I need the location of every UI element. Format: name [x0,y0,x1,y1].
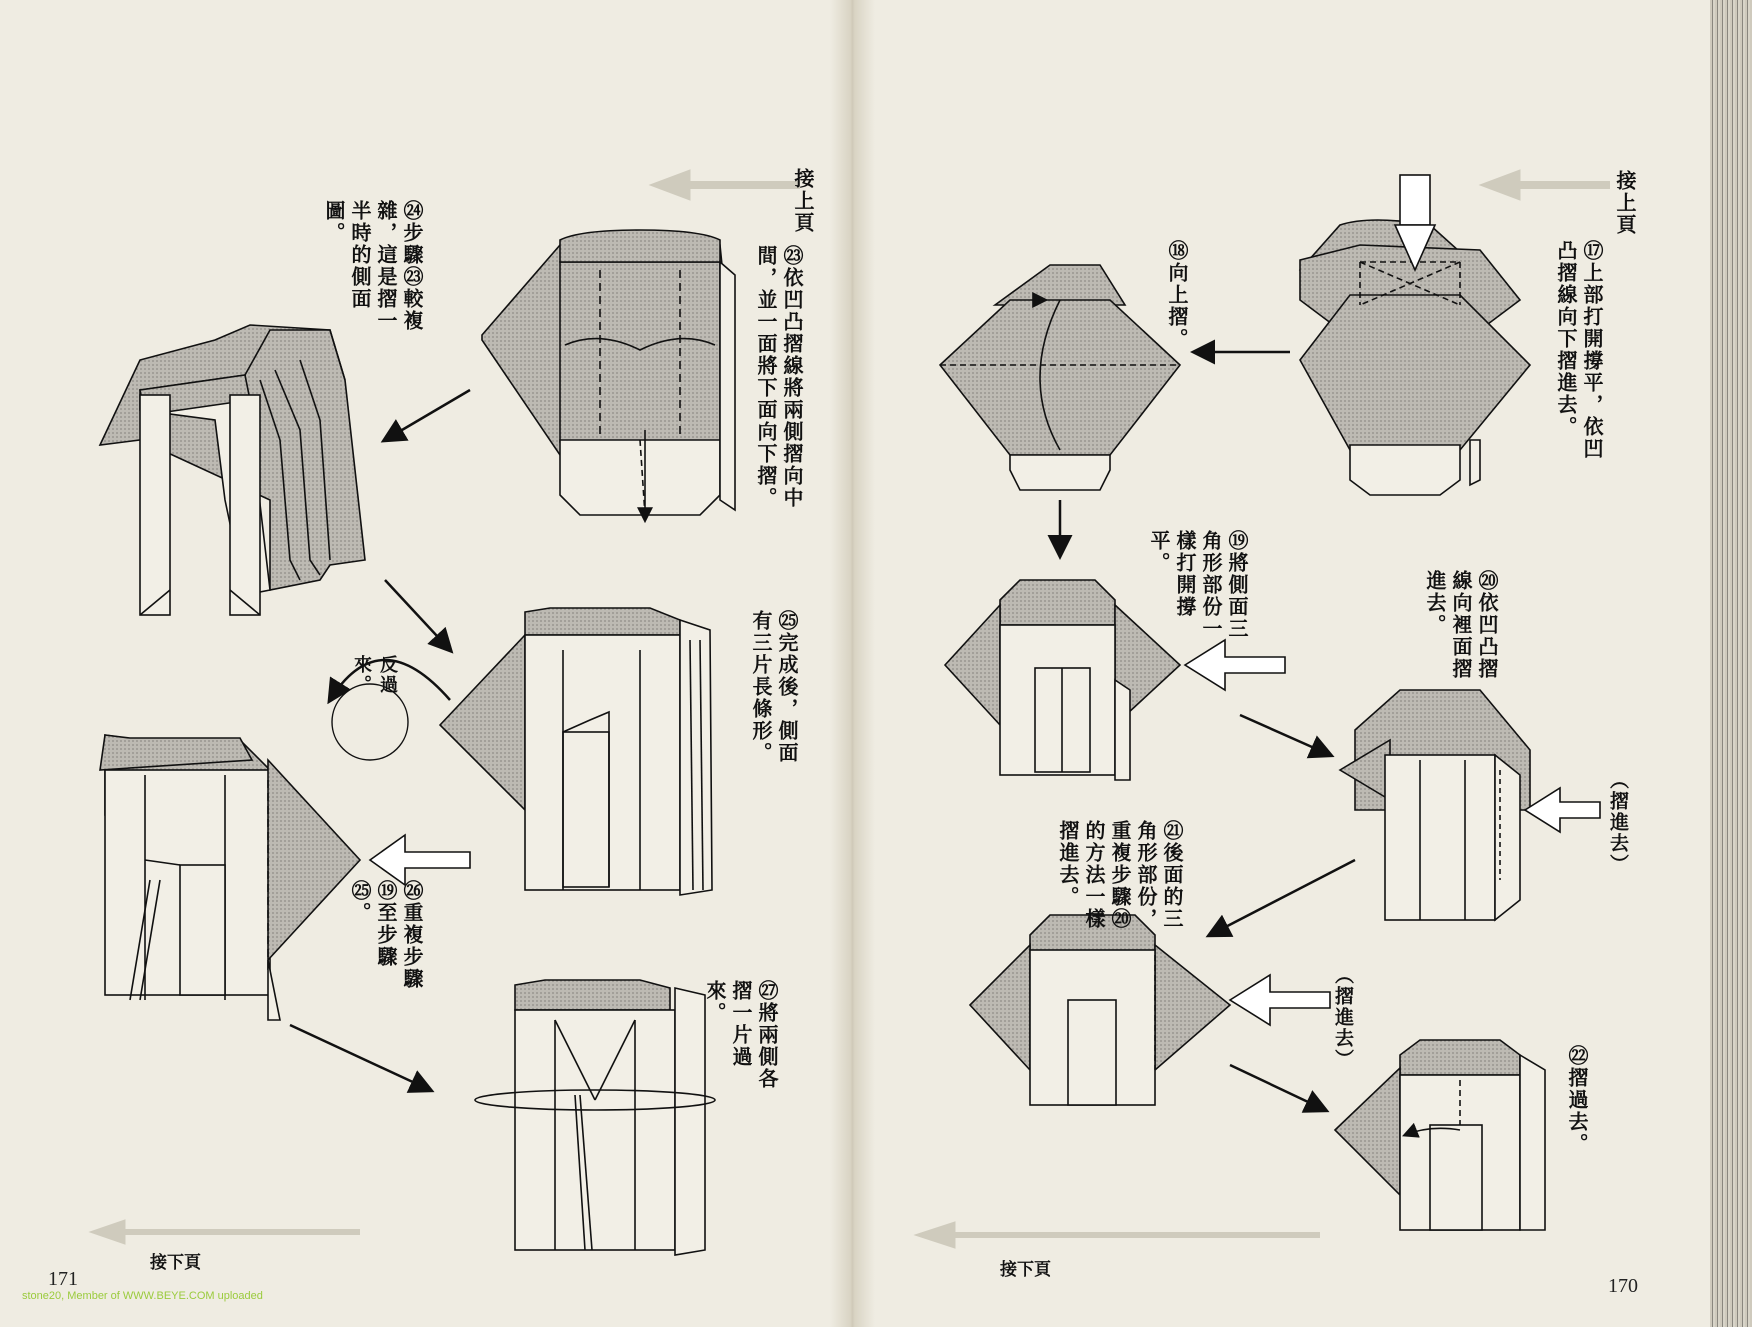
step-25-text: ㉕完成後，側面有三片長條形。 [749,610,799,764]
turn-over-text: 反過來。 [351,655,398,695]
step-17-diagram [1300,175,1530,495]
step-17-text: ⑰上部打開撐平，依凹凸摺線向下摺進去。 [1554,240,1604,460]
left-cont-prev: 接上頁 [791,168,815,234]
step-24-text: ㉔步驟㉓較複雜，這是摺一半時的側面圖。 [322,200,424,332]
step-27-text: ㉗將兩側各摺一片過來。 [703,980,779,1090]
step-20-diagram [1340,690,1530,920]
step-26-text: ㉖重複步驟⑲至步驟㉕。 [348,880,424,990]
step-18-diagram [940,265,1180,490]
step-23-diagram [482,230,735,520]
right-page-number: 170 [1608,1275,1638,1297]
right-cont-next: 接下頁 [1000,1260,1051,1280]
step-24-diagram [100,325,365,615]
step-21-text: ㉑後面的三角形部份，重複步驟⑳的方法一樣摺進去。 [1056,820,1184,930]
step-20-text: ⑳依凹凸摺線向裡面摺進去。 [1423,570,1499,680]
fold-in-label-2: （摺進去） [1332,965,1354,1070]
left-cont-next: 接下頁 [150,1253,201,1273]
step-22-diagram [1335,1040,1545,1230]
faint-arrow-left-bottom [90,1220,360,1244]
upload-credit: stone20, Member of WWW.BEYE.COM uploaded [22,1290,263,1302]
step-25-diagram [440,608,712,895]
step-18-text: ⑱向上摺。 [1165,240,1189,350]
faint-arrow-right-bottom [915,1222,1320,1248]
step-22-text: ㉒摺過去。 [1565,1045,1589,1155]
right-cont-prev: 接上頁 [1613,170,1637,236]
faint-arrow-left-top [650,170,800,200]
step-21-diagram [970,915,1230,1105]
step-27-diagram [475,980,715,1255]
step-23-text: ㉓依凹凸摺線將兩側摺向中間，並一面將下面向下摺。 [754,245,804,509]
left-page-number: 171 [48,1268,78,1290]
step-26-diagram [100,735,360,1020]
faint-arrow-right-top [1480,170,1610,200]
step-19-text: ⑲將側面三角形部份一樣打開撐平。 [1147,530,1249,640]
fold-in-label-1: （摺進去） [1607,770,1629,875]
